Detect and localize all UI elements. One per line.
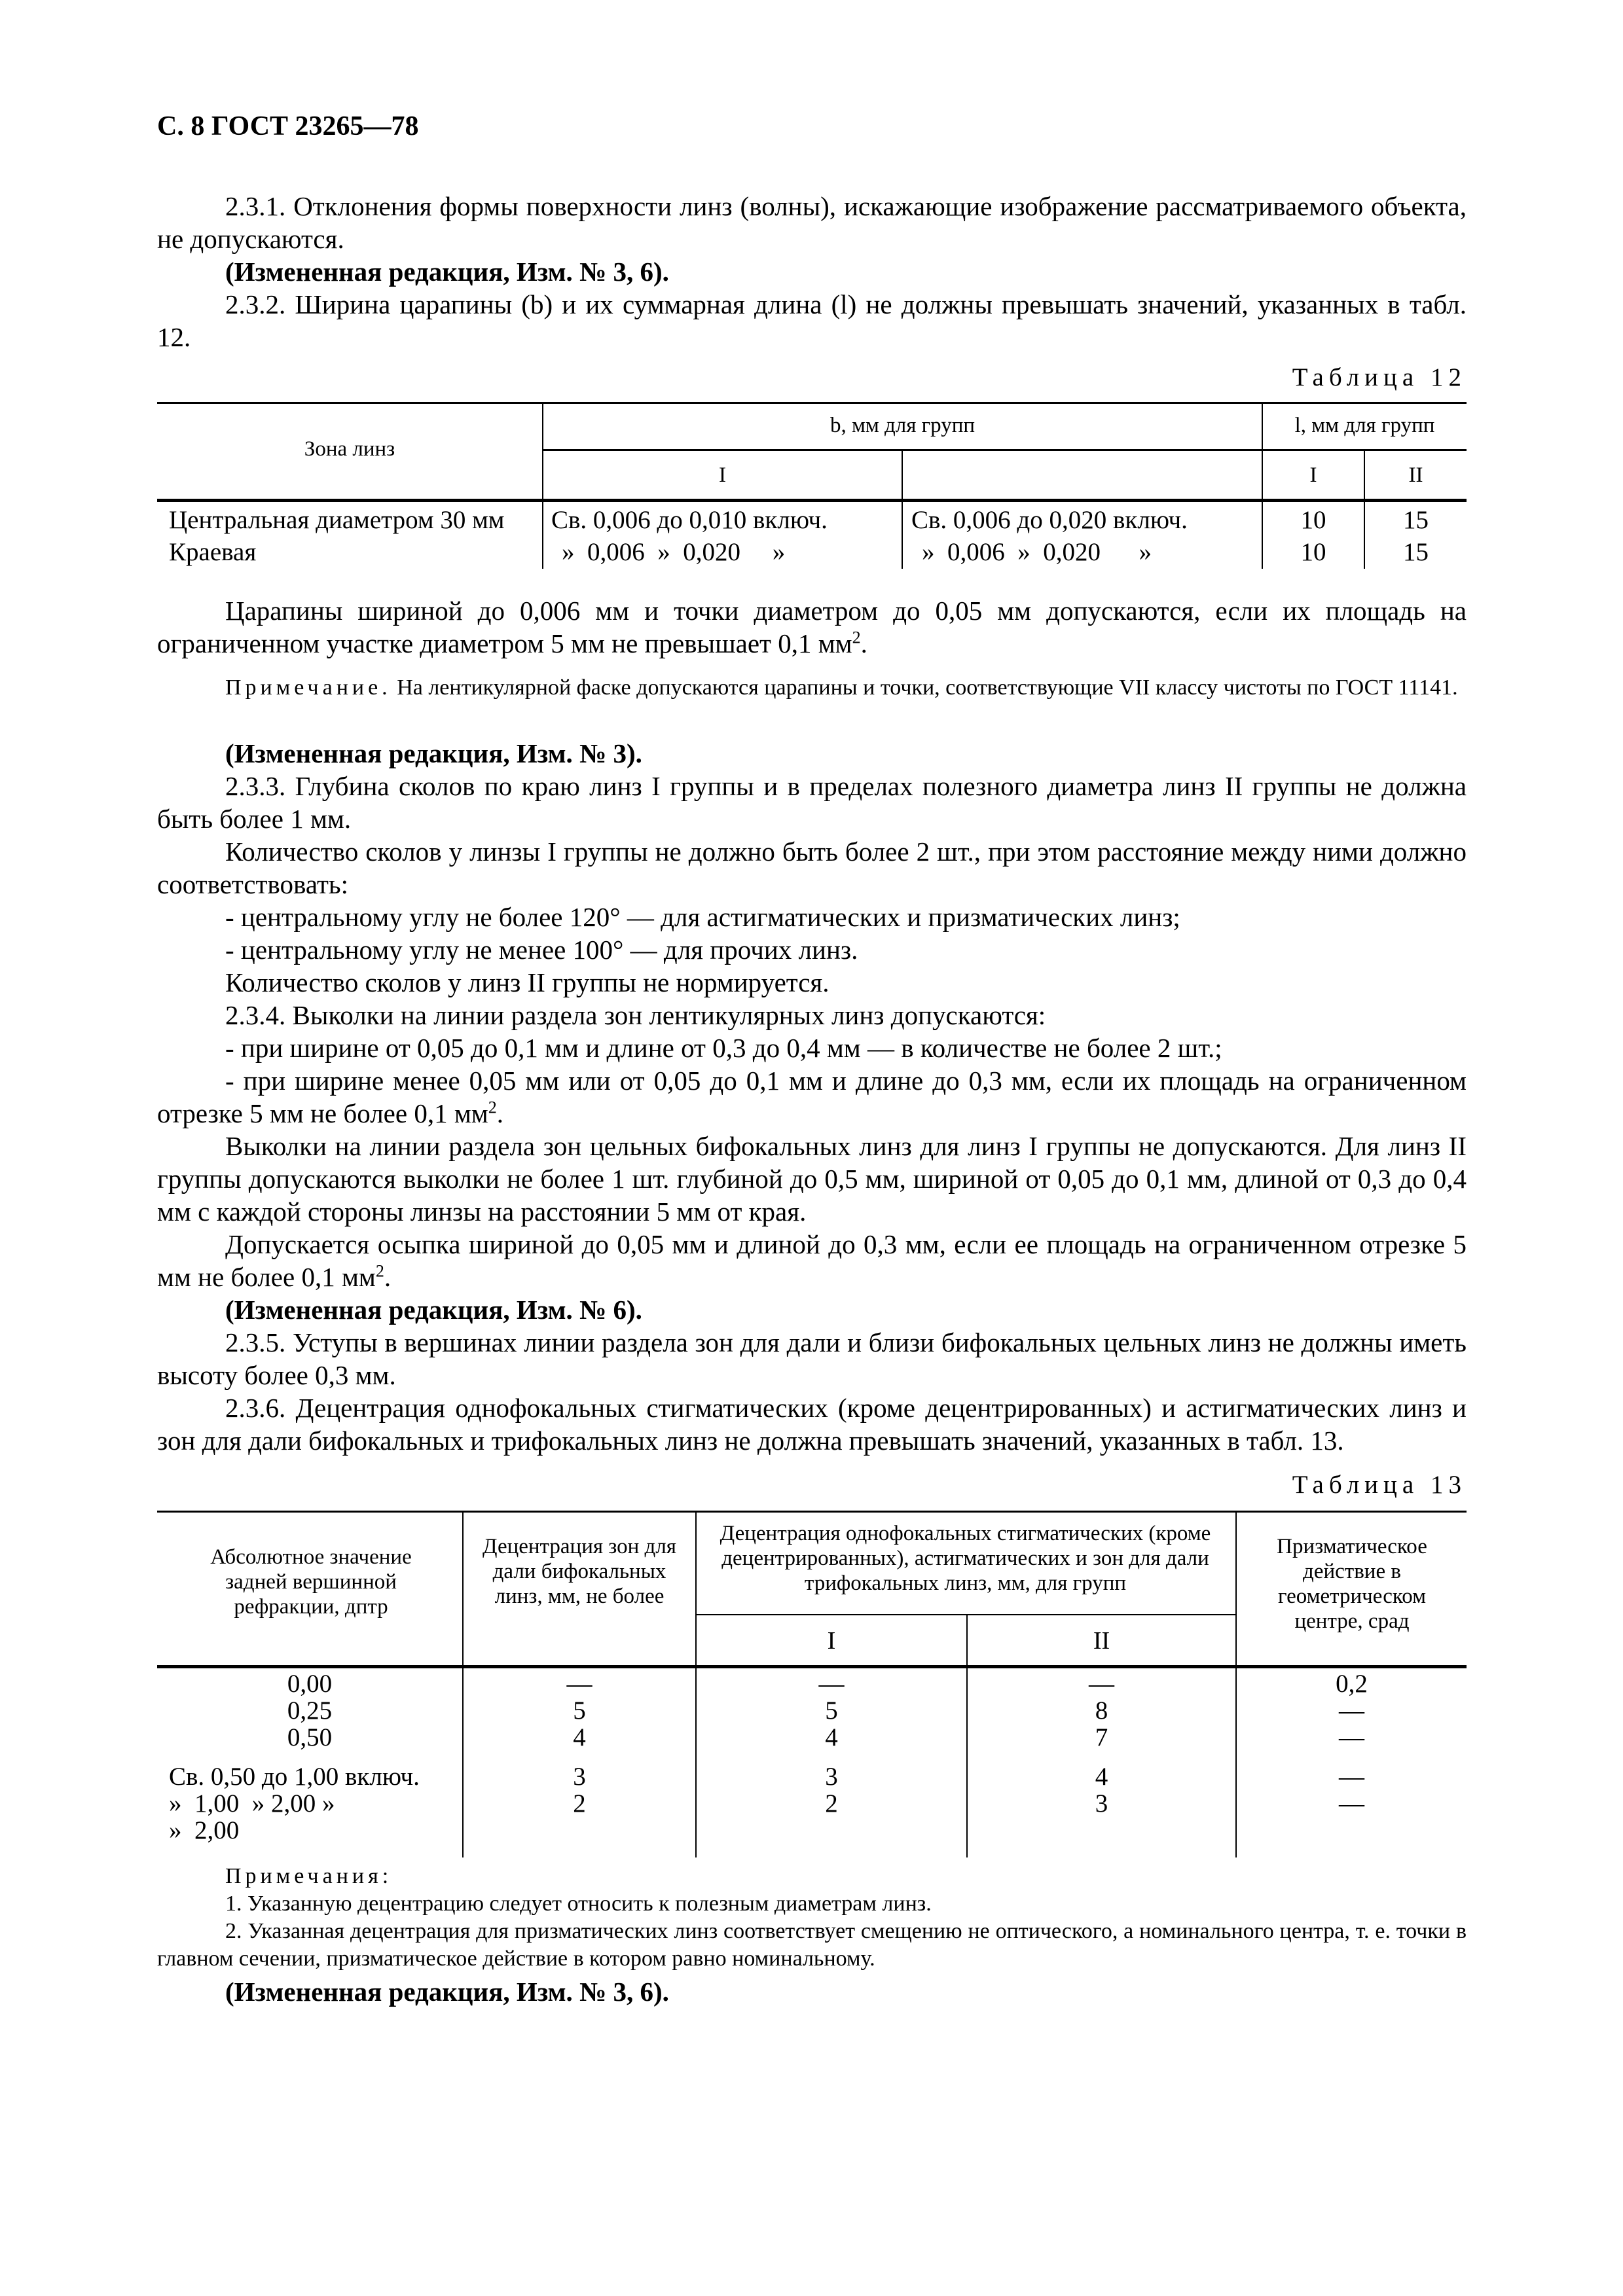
header-l-group-I: I [1309, 463, 1317, 487]
header-group-II: II [1093, 1627, 1110, 1655]
table-cell: 15 [1403, 506, 1429, 534]
paragraph-2-3-2: 2.3.2. Ширина царапины (b) и их суммарная длина (l) не должны превышать значений, указанных в табл. 12. [157, 289, 1467, 352]
table-cell: 3 [1095, 1789, 1108, 1818]
table-cell: » 1,00 » 2,00 » [169, 1789, 335, 1818]
table-cell: » 0,006 » 0,020 » [922, 538, 1152, 566]
note-item: 1. Указанную децентрацию следует относить к полезным диаметрам линз. [225, 1892, 932, 1916]
paragraph: Количество сколов у линзы I группы не должно быть более 2 шт., при этом расстояние между ними должно соответствовать: [157, 836, 1467, 899]
table-cell: 0,00 [287, 1670, 333, 1698]
superscript: 2 [488, 1098, 497, 1117]
table-13-caption: Таблица 13 [1292, 1471, 1467, 1499]
header-monofocal-decentration: Децентрация однофокальных стигматических (кроме децентрированных), астигматических и зон для дали трифокальных линз, мм, для групп [720, 1522, 1211, 1595]
table-cell: — [1089, 1670, 1114, 1698]
page-header: С. 8 ГОСТ 23265—78 [157, 111, 419, 141]
table-cell: 10 [1300, 538, 1326, 566]
table-cell: — [1339, 1723, 1364, 1751]
table-cell: 3 [825, 1763, 838, 1791]
table-cell: 5 [825, 1696, 838, 1725]
scratch-paragraph: Царапины шириной до 0,006 мм и точки диаметром до 0,05 мм допускаются, если их площадь на ограниченном участке диаметром 5 мм не превышает 0,1 $мм^2$. [157, 596, 1467, 658]
table-cell: — [566, 1670, 593, 1698]
paragraph-2-3-4: 2.3.4. Выколки на линии раздела зон лентикулярных линз допускаются: [225, 1000, 1046, 1030]
table-cell: 5 [573, 1696, 586, 1725]
table-12 [157, 402, 1467, 569]
header-b-group-I: I [719, 463, 726, 487]
list-item: - при ширине от 0,05 до 0,1 мм и длине от 0,3 до 0,4 мм — в количестве не более 2 шт.; [225, 1033, 1222, 1063]
header-refraction: Абсолютное значение задней вершинной рефракции, дптр [210, 1545, 412, 1619]
list-item-text: - при ширине менее 0,05 мм или от 0,05 до 0,1 мм и длине до 0,3 мм, если их площадь на ограниченном отрезке 5 мм не более 0,1 мм [157, 1066, 1467, 1128]
note-text: На лентикулярной фаске допускаются царапины и точки, соответствующие VII классу чистоты по ГОСТ 11141. [397, 675, 1458, 700]
table-cell: 7 [1095, 1723, 1108, 1751]
table-cell: 3 [573, 1763, 586, 1791]
superscript: 2 [852, 628, 861, 647]
table-cell: Св. 0,50 до 1,00 включ. [169, 1763, 420, 1791]
paragraph: Допускается осыпка шириной до 0,05 мм и длиной до 0,3 мм, если ее площадь на ограниченном отрезке 5 мм не более 0,1 $мм^2$. [157, 1229, 1467, 1292]
amendment-note: (Измененная редакция, Изм. № 3, 6). [225, 257, 669, 287]
list-item: - центральному углу не более 120° — для астигматических и призматических линз; [225, 902, 1180, 932]
paragraph-2-3-6: 2.3.6. Децентрация однофокальных стигматических (кроме децентрированных) и астигматических линз и зон для дали бифокальных и трифокальных линз не должна превышать значений, указанных в табл. 13. [157, 1393, 1467, 1456]
header-l-group-II: II [1408, 463, 1423, 487]
table-cell: Св. 0,006 до 0,020 включ. [911, 506, 1188, 534]
paragraph-text: Допускается осыпка шириной до 0,05 мм и длиной до 0,3 мм, если ее площадь на ограниченном отрезке 5 мм не более 0,1 мм [157, 1229, 1467, 1292]
section-2-3-1 [157, 190, 1467, 353]
table-row: Центральная диаметром 30 мм [169, 506, 505, 534]
header-zone: Зона линз [304, 437, 395, 461]
table-cell: 4 [1095, 1763, 1108, 1791]
header-prismatic: Призматическое действие в геометрическом центре, срад [1277, 1535, 1427, 1633]
paragraph-2-3-3: 2.3.3. Глубина сколов по краю линз I группы и в пределах полезного диаметра линз II группы не должна быть более 1 мм. [157, 771, 1467, 834]
table-cell: Св. 0,006 до 0,010 включ. [551, 506, 828, 534]
table-cell: 0,25 [287, 1696, 333, 1725]
table-cell: — [1339, 1696, 1364, 1725]
table-cell: 2 [825, 1789, 838, 1818]
table-cell: 4 [825, 1723, 838, 1751]
list-item: - при ширине менее 0,05 мм или от 0,05 до 0,1 мм и длине до 0,3 мм, если их площадь на ограниченном отрезке 5 мм не более 0,1 $мм^2$. [157, 1066, 1467, 1128]
scratch-text: Царапины шириной до 0,006 мм и точки диаметром до 0,05 мм допускаются, если их площадь на ограниченном участке диаметром 5 мм не превышает 0,1 мм [157, 596, 1467, 658]
table-cell: — [1339, 1789, 1364, 1818]
note-item: 2. Указанная децентрация для призматических линз соответствует смещению не оптического, а номинального центра, т. е. точки в главном сечении, призматическое действие в котором равно номинальному. [157, 1919, 1467, 1971]
list-item: - центральному углу не менее 100° — для прочих линз. [225, 935, 858, 965]
table-cell: — [1339, 1763, 1364, 1791]
table-cell: 0,2 [1336, 1670, 1368, 1698]
table-cell: 0,50 [287, 1723, 333, 1751]
amendment-note: (Измененная редакция, Изм. № 3). [225, 738, 642, 768]
note-label: Примечание. [225, 675, 392, 700]
table-cell: » 0,006 » 0,020 » [562, 538, 786, 566]
header-bifocal-decentration: Децентрация зон для дали бифокальных линз, мм, не более [483, 1535, 676, 1608]
notes-block [157, 1863, 1467, 1973]
notes-label: Примечания: [225, 1864, 393, 1888]
table-cell: 2 [573, 1789, 586, 1818]
header-b: b, мм для групп [830, 414, 976, 437]
paragraph-2-3-1: 2.3.1. Отклонения формы поверхности линз (волны), искажающие изображение рассматриваемого объекта, не допускаются. [157, 191, 1467, 254]
table-cell: 15 [1403, 538, 1429, 566]
table-cell: 4 [573, 1723, 586, 1751]
final-amendment [157, 1975, 1467, 2008]
table-cell: — [818, 1670, 845, 1698]
paragraph-2-3-5: 2.3.5. Уступы в вершинах линии раздела зон для дали и близи бифокальных цельных линз не должны иметь высоту более 0,3 мм. [157, 1327, 1467, 1390]
section-2-3-3 [157, 737, 1467, 1457]
superscript: 2 [375, 1261, 384, 1281]
paragraph: Количество сколов у линз II группы не нормируется. [225, 967, 830, 997]
paragraph: Выколки на линии раздела зон цельных бифокальных линз для линз I группы не допускаются. Для линз II группы допускаются выколки не более 1 шт. глубиной до 0,5 мм, шириной от 0,05 до 0,1 мм, длиной от 0,3 до 0,4 мм с каждой стороны линзы на расстоянии 5 мм от края. [157, 1131, 1467, 1227]
table-cell: 10 [1300, 506, 1326, 534]
amendment-note: (Измененная редакция, Изм. № 3, 6). [225, 1977, 669, 2007]
header-group-I: I [827, 1627, 836, 1655]
amendment-note: (Измененная редакция, Изм. № 6). [225, 1295, 642, 1325]
table-cell: » 2,00 [169, 1816, 240, 1844]
header-l: l, мм для групп [1294, 414, 1435, 437]
table-12-caption: Таблица 12 [1292, 363, 1467, 391]
note-1 [157, 674, 1467, 702]
table-13 [157, 1511, 1467, 1857]
table-row: Краевая [169, 538, 257, 566]
table-cell: 8 [1095, 1696, 1108, 1725]
